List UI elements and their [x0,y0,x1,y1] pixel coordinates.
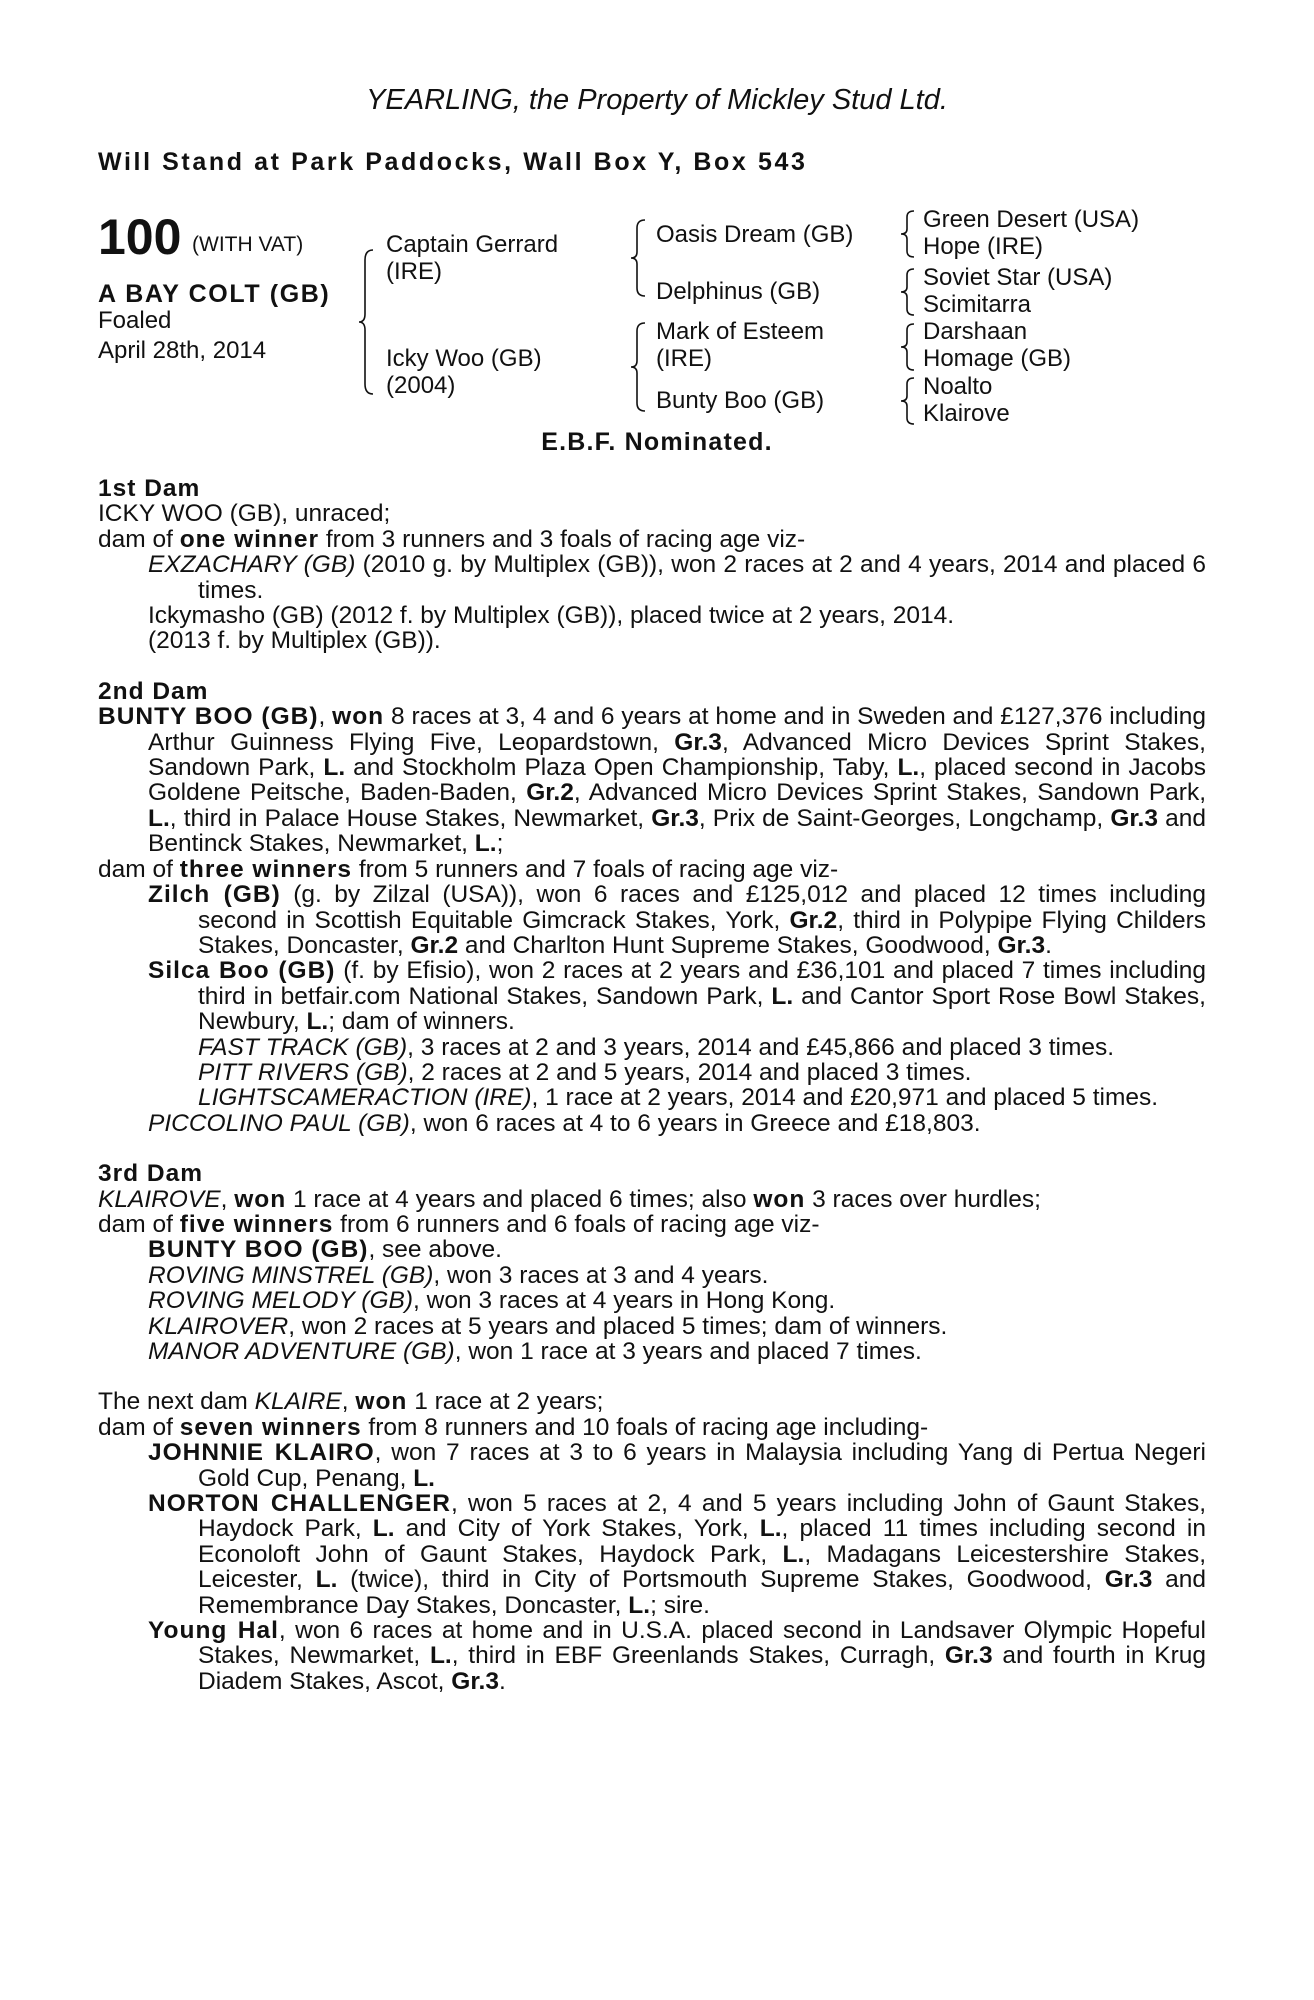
ancestor-scimitarra: Scimitarra [923,291,1032,318]
second-dam-heading: 2nd Dam [98,677,209,705]
lot-description: A BAY COLT (GB) [98,280,331,308]
horse-name: BUNTY BOO (GB) [98,703,319,731]
second-dam-foal-silca-boo [98,958,1206,1034]
text: ; [496,830,504,858]
horse-name: ROVING MELODY (GB) [148,1287,414,1315]
text: dam of [98,1210,180,1238]
won: won [332,703,385,731]
horse-name: KLAIROVE [98,1185,221,1213]
text: dam of [98,1413,180,1441]
grade: Gr.3 [674,728,722,756]
grade: Gr.3 [451,1667,499,1695]
horse-name: Zilch (GB) [148,881,281,909]
winners-count: seven winners [179,1413,362,1441]
horse-name: MANOR ADVENTURE (GB) [148,1338,455,1365]
foaled-info [98,306,266,366]
dam-line-brace [630,321,648,413]
won: won [753,1185,806,1213]
text: , Madagans Leicestershire Stakes, Leicester, [198,1540,1206,1594]
third-dam-summary [98,1212,1206,1237]
first-dam-foal-ickymasho: Ickymasho (GB) (2012 f. by Multiplex (GB)), placed twice at 2 years, 2014. [148,602,955,630]
grand-foal-pitt-rivers [98,1060,1206,1085]
sire-dam: Delphinus (GB) [656,278,821,305]
horse-name: Young Hal [148,1617,279,1645]
next-dam-foal-norton-challenger [98,1491,1206,1618]
listed: L. [315,1566,338,1594]
horse-name: PICCOLINO PAUL (GB) [148,1109,410,1137]
horse-name: Silca Boo (GB) [148,957,336,985]
produce-record [98,476,1206,1694]
horse-name: EXZACHARY (GB) [148,551,356,579]
ancestor-darshaan: Darshaan [923,318,1028,345]
horse-name: LIGHTSCAMERACTION (IRE) [198,1084,532,1112]
text: (2010 g. by Multiplex (GB)), won 2 races at 2 and 4 years, 2014 and placed 6 times. [198,551,1206,604]
second-dam-foal-piccolino-paul [98,1111,1206,1136]
listed: L. [782,1540,805,1568]
text: 1 race at 2 years; [407,1388,604,1416]
text: and Charlton Hunt Supreme Stakes, Goodwood, [458,931,998,959]
text: , 2 races at 2 and 5 years, 2014 and placed 3 times. [407,1058,972,1086]
grade: Gr.3 [944,1642,993,1670]
ancestor-soviet-star: Soviet Star (USA) [923,264,1113,291]
text: and Bentinck Stakes, Newmarket, [148,804,1206,858]
sire-dam-brace [358,248,376,396]
listed: L. [148,804,170,832]
text: and City of York Stakes, York, [394,1515,760,1543]
sire-line-brace [630,218,648,298]
text: , [318,703,333,731]
next-dam-record [98,1389,1206,1414]
grade: Gr.3 [1104,1566,1153,1594]
page-title: YEARLING, the Property of Mickley Stud Ltd. [366,84,948,116]
winners-count: one winner [179,525,320,553]
text: and Remembrance Day Stakes, Doncaster, [198,1566,1206,1619]
grade: Gr.3 [1110,804,1158,832]
won: won [234,1185,287,1213]
first-dam-foal-2013: (2013 f. by Multiplex (GB)). [148,627,441,655]
third-dam-foal-bunty-boo [98,1237,1206,1262]
dam-sire [656,318,824,372]
horse-name: ROVING MINSTREL (GB) [148,1261,434,1289]
text: , placed second in Jacobs Goldene Peitsche, Baden-Baden, [148,754,1206,807]
third-dam-foal-klairover [98,1314,1206,1339]
third-dam-heading: 3rd Dam [98,1160,204,1188]
text: (g. by Zilzal (USA)), won 6 races and £125,012 and placed 12 times including second in Scottish Equitable Gimcrack Stakes, York, [198,881,1206,934]
text: from 6 runners and 6 foals of racing age viz- [333,1210,820,1238]
sire [386,231,558,285]
text: , won 3 races at 4 years in Hong Kong. [413,1287,836,1315]
text: , 3 races at 2 and 3 years, 2014 and £45,866 and placed 3 times. [407,1033,1115,1061]
text: from 8 runners and 10 foals of racing age including- [361,1413,929,1441]
text: (f. by Efisio), won 2 races at 2 years and £36,101 and placed 7 times including third in betfair.com National Stakes, Sandown Park, [198,957,1207,1010]
horse-name: BUNTY BOO (GB) [148,1236,369,1264]
text: , [220,1185,235,1213]
ancestor-green-desert: Green Desert (USA) [923,206,1140,233]
winners-count: three winners [179,855,353,883]
grade: Gr.3 [997,931,1046,959]
vat-note: (WITH VAT) [192,233,304,256]
grand-foal-fast-track [98,1035,1206,1060]
ancestor-noalto: Noalto [923,373,993,400]
stable-location: Will Stand at Park Paddocks, Wall Box Y, Box 543 [98,148,808,176]
listed: L. [306,1008,329,1036]
won: won [355,1388,408,1416]
grand-foal-lightscameraction [98,1085,1206,1110]
g3-brace-1 [900,209,916,259]
ancestor-homage: Homage (GB) [923,345,1072,372]
lot-number: 100 [98,209,182,265]
sire-name: Captain Gerrard [386,231,559,258]
grade: Gr.2 [526,779,574,807]
text: , won 1 race at 3 years and placed 7 times. [454,1338,922,1365]
next-dam-summary [98,1415,1206,1440]
text: , Advanced Micro Devices Sprint Stakes, Sandown Park, [148,728,1206,782]
horse-name: NORTON CHALLENGER [148,1490,452,1518]
next-dam-foal-johnnie-klairo [98,1440,1206,1491]
sire-origin: (IRE) [386,258,442,285]
g3-brace-3 [900,322,916,372]
text: The next dam [98,1388,255,1416]
third-dam-foal-roving-minstrel [98,1263,1206,1288]
second-dam-record [98,704,1206,856]
ancestor-klairove: Klairove [923,400,1010,427]
listed: L. [759,1515,782,1543]
dam-sire-name: Mark of Esteem [656,318,825,345]
horse-name: JOHNNIE KLAIRO [148,1439,375,1467]
text: 1 race at 4 years and placed 6 times; also [286,1185,754,1213]
next-dam-foal-young-hal [98,1618,1206,1694]
dam [386,345,542,399]
text: dam of [98,855,180,883]
third-dam-record [98,1187,1206,1212]
text: . [498,1667,506,1695]
first-dam-line: ICKY WOO (GB), unraced; [98,500,391,528]
horse-name: FAST TRACK (GB) [198,1033,408,1061]
text: , won 3 races at 3 and 4 years. [433,1261,769,1289]
text: , Advanced Micro Devices Sprint Stakes, Sandown Park, [573,779,1206,807]
horse-name: KLAIROVER [148,1312,289,1340]
second-dam-foal-zilch [98,882,1206,958]
text: ; sire. [650,1591,710,1619]
text: , won 6 races at 4 to 6 years in Greece and £18,803. [409,1109,981,1137]
foaled-label: Foaled [98,307,172,334]
listed: L. [628,1591,651,1619]
second-dam-summary [98,857,1206,882]
grade: Gr.2 [789,906,838,934]
horse-name: KLAIRE [254,1388,342,1416]
text: . [1045,931,1052,959]
text: , [341,1388,356,1416]
sire-sire: Oasis Dream (GB) [656,221,854,248]
listed: L. [372,1515,395,1543]
listed: L. [323,754,346,782]
ebf-nominated: E.B.F. Nominated. [541,428,773,456]
text: 3 races over hurdles; [805,1185,1041,1213]
text: , see above. [368,1236,502,1264]
text: , third in Polypipe Flying Childers Stakes, Doncaster, [198,906,1206,959]
text: , won 2 races at 5 years and placed 5 times; dam of winners. [288,1312,948,1340]
g3-brace-4 [900,376,916,426]
first-dam-summary [98,527,1206,552]
text: (twice), third in City of Portsmouth Supreme Stakes, Goodwood, [337,1566,1105,1594]
text: and Cantor Sport Rose Bowl Stakes, Newbury, [198,982,1206,1036]
text: from 5 runners and 7 foals of racing age viz- [352,855,839,883]
text: 8 races at 3, 4 and 6 years at home and in Sweden and £127,376 including Arthur Guinness Flying Five, Leopardstown, [148,703,1206,756]
text: , won 7 races at 3 to 6 years in Malaysia including Yang di Pertua Negeri Gold Cup, Penang, [198,1439,1206,1492]
text: , third in Palace House Stakes, Newmarket, [169,804,652,832]
text: dam of [98,525,180,553]
listed: L. [474,830,497,858]
listed: L. [771,982,794,1010]
text: and Stockholm Plaza Open Championship, Taby, [345,754,898,782]
listed: L. [429,1642,452,1670]
text: from 3 runners and 3 foals of racing age viz- [319,525,806,553]
foaled-date: April 28th, 2014 [98,337,267,364]
grade: Gr.2 [410,931,459,959]
third-dam-foal-manor-adventure [98,1339,1206,1364]
listed: L. [897,754,920,782]
text: , Prix de Saint-Georges, Longchamp, [698,804,1111,832]
text: , won 6 races at home and in U.S.A. placed second in Landsaver Olympic Hopeful Stakes, Newmarket, [198,1617,1206,1670]
winners-count: five winners [179,1210,334,1238]
text: and fourth in Krug Diadem Stakes, Ascot, [198,1642,1207,1695]
dam-sire-origin: (IRE) [656,345,712,372]
listed: L. [413,1464,435,1492]
text: , 1 race at 2 years, 2014 and £20,971 and placed 5 times. [531,1084,1159,1112]
first-dam-foal-exzachary [98,552,1206,603]
ancestor-hope: Hope (IRE) [923,233,1044,260]
text: , third in EBF Greenlands Stakes, Curragh, [451,1642,945,1670]
text: ; dam of winners. [328,1008,515,1036]
g3-brace-2 [900,267,916,317]
grade: Gr.3 [651,804,699,832]
text: , won 5 races at 2, 4 and 5 years including John of Gaunt Stakes, Haydock Park, [198,1490,1207,1543]
dam-name: Icky Woo (GB) [386,345,542,372]
first-dam-heading: 1st Dam [98,475,201,502]
horse-name: PITT RIVERS (GB) [198,1058,408,1086]
text: , placed 11 times including second in Econoloft John of Gaunt Stakes, Haydock Park, [198,1515,1206,1568]
dam-dam: Bunty Boo (GB) [656,387,825,414]
dam-year: (2004) [386,372,456,399]
third-dam-foal-roving-melody [98,1288,1206,1313]
